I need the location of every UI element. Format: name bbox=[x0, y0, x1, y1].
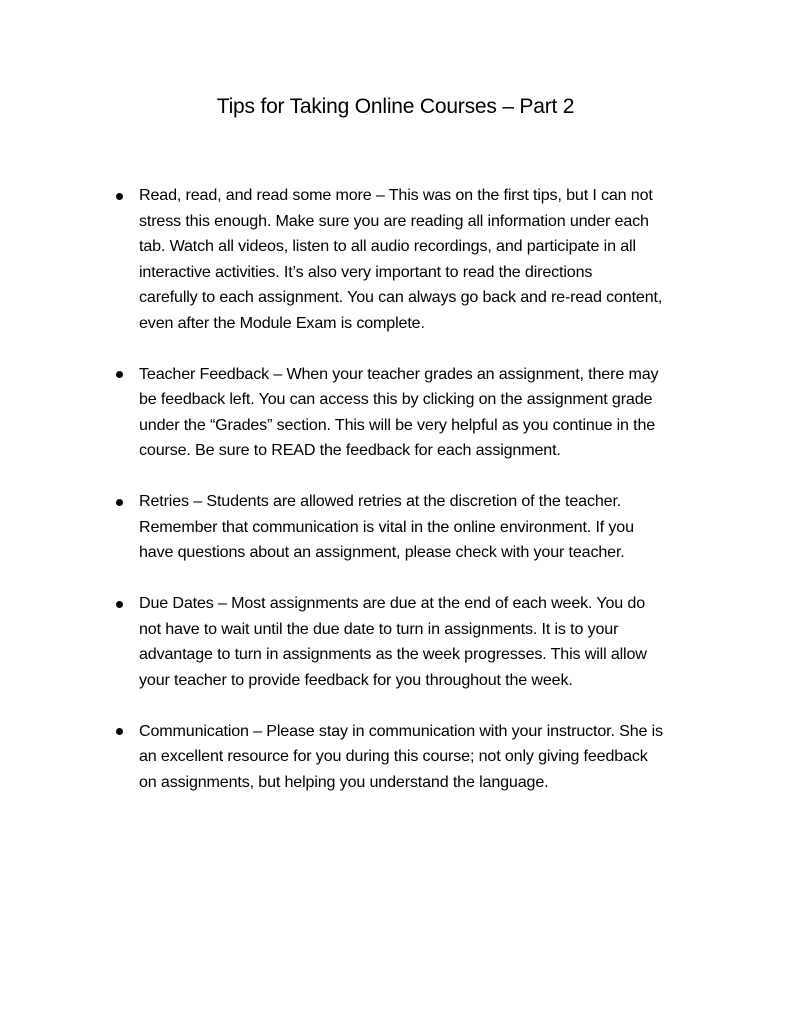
tip-line: stress this enough. Make sure you are reading all information under each bbox=[139, 211, 649, 230]
tip-item-communication bbox=[0, 719, 791, 796]
bullet-icon bbox=[116, 601, 123, 608]
tip-line: Remember that communication is vital in the online environment. If you bbox=[139, 517, 634, 536]
tips-list bbox=[0, 183, 791, 821]
bullet-icon bbox=[116, 371, 123, 378]
tip-line: on assignments, but helping you understand the language. bbox=[139, 772, 549, 791]
tip-line: Teacher Feedback – When your teacher grades an assignment, there may bbox=[139, 364, 659, 383]
tip-line: course. Be sure to READ the feedback for each assignment. bbox=[139, 441, 561, 459]
tip-item-teacher-feedback bbox=[0, 362, 791, 464]
tip-line: Retries – Students are allowed retries at the discretion of the teacher. bbox=[139, 492, 622, 510]
tip-line: tab. Watch all videos, listen to all audio recordings, and participate in all bbox=[139, 237, 636, 255]
tip-line: even after the Module Exam is complete. bbox=[139, 313, 425, 332]
tip-line: under the “Grades” section. This will be very helpful as you continue in the bbox=[139, 415, 656, 434]
bullet-icon bbox=[116, 728, 123, 735]
tip-line: Communication – Please stay in communication with your instructor. She is bbox=[139, 721, 663, 740]
bullet-icon bbox=[116, 499, 123, 506]
tip-line: be feedback left. You can access this by clicking on the assignment grade bbox=[139, 390, 653, 408]
tip-line: not have to wait until the due date to turn in assignments. It is to your bbox=[139, 619, 619, 638]
tip-line: your teacher to provide feedback for you throughout the week. bbox=[139, 670, 573, 689]
document-title: Tips for Taking Online Courses – Part 2 bbox=[216, 95, 575, 118]
tip-item-due-dates bbox=[0, 591, 791, 693]
tip-line: carefully to each assignment. You can always go back and re-read content, bbox=[139, 288, 663, 306]
tip-line: have questions about an assignment, please check with your teacher. bbox=[139, 543, 625, 561]
tip-line: Due Dates – Most assignments are due at the end of each week. You do bbox=[139, 594, 646, 612]
tip-line: interactive activities. It’s also very important to read the directions bbox=[139, 262, 593, 281]
tip-item-reading bbox=[0, 183, 791, 336]
tip-line: advantage to turn in assignments as the week progresses. This will allow bbox=[139, 645, 647, 663]
bullet-icon bbox=[116, 193, 123, 200]
tip-line: an excellent resource for you during this course; not only giving feedback bbox=[139, 747, 648, 765]
tip-item-retries bbox=[0, 489, 791, 566]
tip-line: Read, read, and read some more – This was on the first tips, but I can not bbox=[139, 186, 653, 204]
